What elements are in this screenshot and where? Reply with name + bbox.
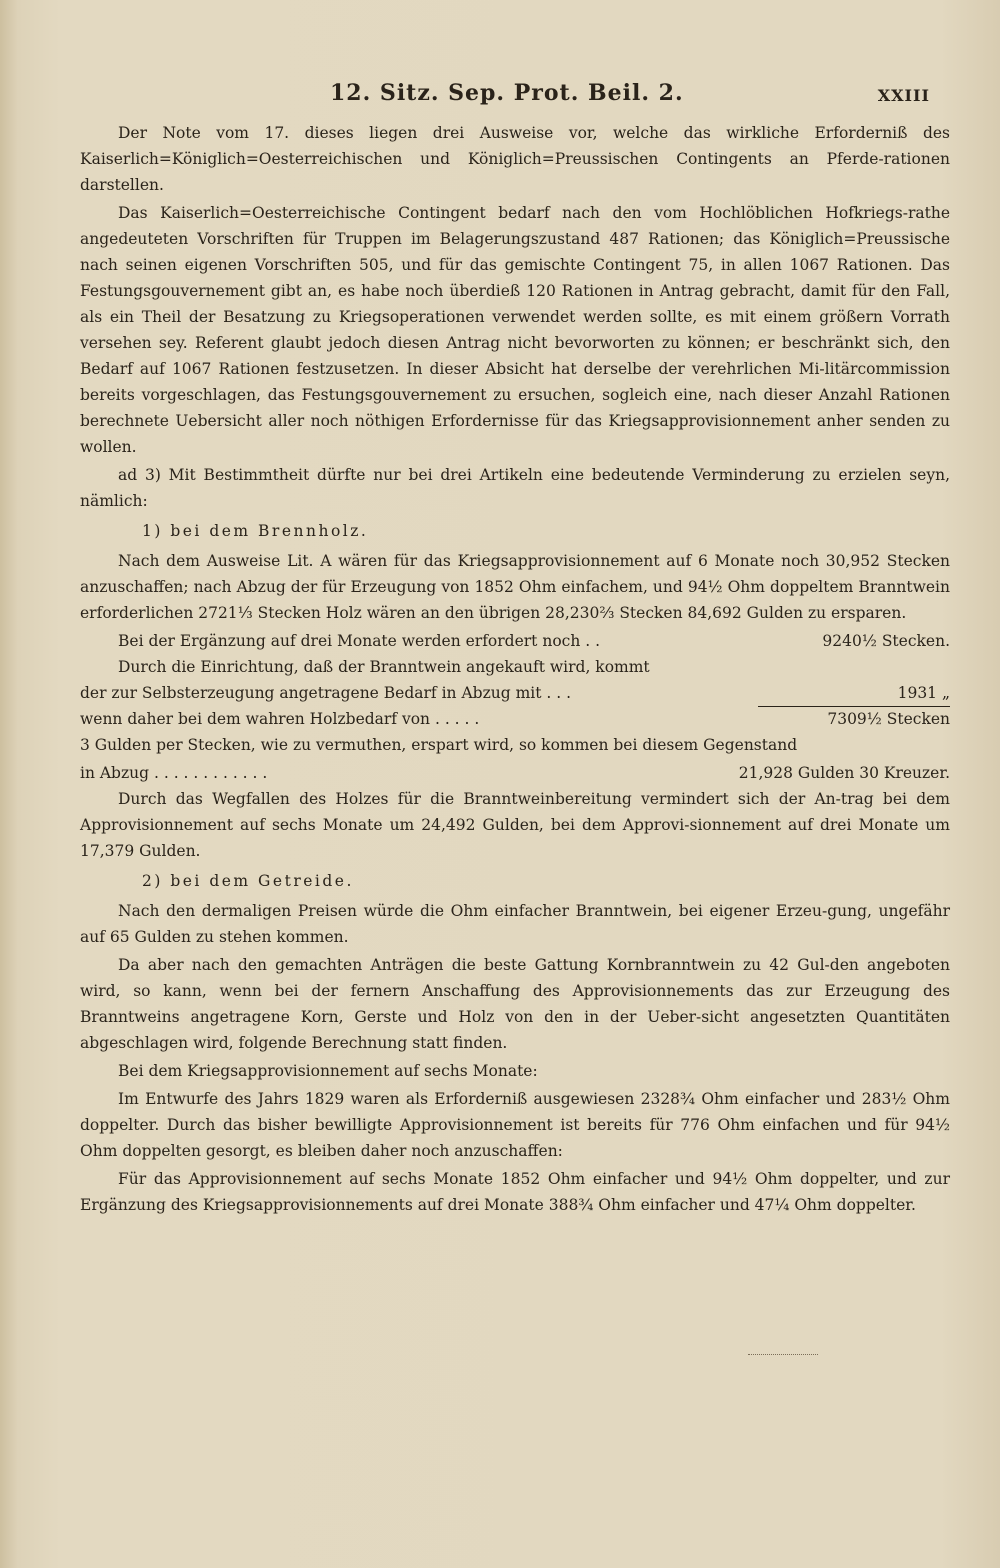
calc-row bbox=[80, 706, 950, 732]
calc-row bbox=[80, 680, 950, 706]
pencil-mark bbox=[748, 1348, 818, 1355]
calc-row bbox=[80, 760, 950, 786]
calc-row bbox=[80, 654, 950, 680]
section-heading-brennholz: 1) bei dem Brennholz. bbox=[142, 522, 369, 540]
paragraph: Im Entwurfe des Jahrs 1829 waren als Erforderniß ausgewiesen 2328¾ Ohm einfacher und 283½ Ohm doppelter. Durch das bisher bewilligte Approvisionnement ist bereits für 776 Ohm einfachen und für 94½ Ohm doppelten gesorgt, es bleiben daher noch anzuschaffen: bbox=[80, 1090, 950, 1160]
calc-amount: 21,928 Gulden 30 Kreuzer. bbox=[738, 764, 950, 782]
page-number: XXIII bbox=[877, 86, 930, 105]
paragraph: Bei dem Kriegsapprovisionnement auf sechs Monate: bbox=[118, 1062, 538, 1080]
page-header bbox=[0, 80, 1000, 110]
paragraph: Durch das Wegfallen des Holzes für die Branntweinbereitung vermindert sich der An-trag bei dem Approvisionnement auf sechs Monate um 24,492 Gulden, bei dem Approvi-sionnement auf drei Monate um 17,379 Gulden. bbox=[80, 790, 950, 860]
calc-label: Bei der Ergänzung auf drei Monate werden erfordert noch . . bbox=[118, 632, 601, 650]
body-text bbox=[80, 120, 950, 1220]
paragraph: Da aber nach den gemachten Anträgen die beste Gattung Kornbranntwein zu 42 Gul-den angeboten wird, so kann, wenn bei der fernern Anschaffung des Approvisionnements das zur Erzeugung des Branntweins angetragene Korn, Gerste und Holz von den in der Ueber-sicht angesetzten Quantitäten abgeschlagen wird, folgende Berechnung statt finden. bbox=[80, 956, 950, 1052]
calc-amount: 9240½ Stecken. bbox=[822, 632, 950, 650]
paragraph: Nach den dermaligen Preisen würde die Ohm einfacher Branntwein, bei eigener Erzeu-gung, ungefähr auf 65 Gulden zu stehen kommen. bbox=[80, 902, 950, 946]
calc-row bbox=[80, 628, 950, 654]
paragraph: Nach dem Ausweise Lit. A wären für das Kriegsapprovisionnement auf 6 Monate noch 30,952 Stecken anzuschaffen; nach Abzug der für Erzeugung von 1852 Ohm einfachem, und 94½ Ohm doppeltem Branntwein erforderlichen 2721⅓ Stecken Holz wären an den übrigen 28,230⅔ Stecken 84,692 Gulden zu ersparen. bbox=[80, 552, 950, 622]
paragraph: Der Note vom 17. dieses liegen drei Ausweise vor, welche das wirkliche Erforderniß des Kaiserlich=Königlich=Oesterreichischen und Königlich=Preussischen Contingents an Pferde-rationen darstellen. bbox=[80, 124, 950, 194]
calc-label: der zur Selbsterzeugung angetragene Bedarf in Abzug mit . . . bbox=[80, 684, 572, 702]
paragraph: ad 3) Mit Bestimmtheit dürfte nur bei drei Artikeln eine bedeutende Verminderung zu erzielen seyn, nämlich: bbox=[80, 466, 950, 510]
calc-label: Durch die Einrichtung, daß der Branntwein angekauft wird, kommt bbox=[118, 658, 650, 676]
calc-label: in Abzug . . . . . . . . . . . . bbox=[80, 764, 268, 782]
paragraph: Für das Approvisionnement auf sechs Monate 1852 Ohm einfacher und 94½ Ohm doppelter, und zur Ergänzung des Kriegsapprovisionnements auf drei Monate 388¾ Ohm einfacher und 47¼ Ohm doppelter. bbox=[80, 1170, 950, 1214]
calc-amount: 1931 „ bbox=[758, 680, 950, 707]
running-title: 12. Sitz. Sep. Prot. Beil. 2. bbox=[330, 80, 684, 106]
paragraph: 3 Gulden per Stecken, wie zu vermuthen, erspart wird, so kommen bei diesem Gegenstand bbox=[80, 736, 798, 754]
calc-amount: 7309½ Stecken bbox=[827, 710, 950, 728]
section-heading-getreide: 2) bei dem Getreide. bbox=[142, 872, 354, 890]
calc-label: wenn daher bei dem wahren Holzbedarf von . . . . . bbox=[80, 710, 480, 728]
paragraph: Das Kaiserlich=Oesterreichische Contingent bedarf nach den vom Hochlöblichen Hofkriegs-rathe angedeuteten Vorschriften für Truppen im Belagerungszustand 487 Rationen; das Königlich=Preussische nach seinen eigenen Vorschriften 505, und für das gemischte Contingent 75, in allen 1067 Rationen. Das Festungsgouvernement gibt an, es habe noch überdieß 120 Rationen in Antrag gebracht, damit für den Fall, als ein Theil der Besatzung zu Kriegsoperationen verwendet werden sollte, es mit einem größern Vorrath versehen sey. Referent glaubt jedoch diesen Antrag nicht bevorworten zu können; er beschränkt sich, den Bedarf auf 1067 Rationen festzusetzen. In dieser Absicht hat derselbe der verehrlichen Mi-litärcommission bereits vorgeschlagen, das Festungsgouvernement zu ersuchen, sogleich eine, nach dieser Anzahl Rationen berechnete Uebersicht aller noch nöthigen Erfordernisse für das Kriegsapprovisionnement anher senden zu wollen. bbox=[80, 204, 950, 456]
